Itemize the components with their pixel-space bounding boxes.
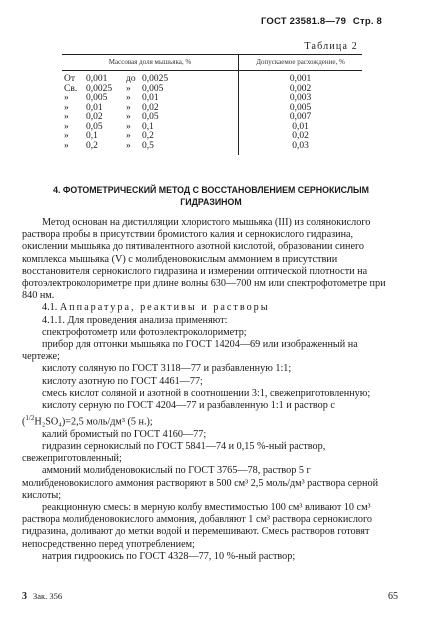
tolerance-value: 0,03 [292, 140, 309, 151]
range-to: 0,01 [142, 93, 159, 103]
list-item: спектрофотометр или фотоэлектроколориметр; [42, 326, 247, 338]
range-prefix: » [64, 93, 69, 103]
list-item: прибор для отгонки мышьяка по ГОСТ 14204—69 или изображенный на чертеже; [22, 339, 358, 363]
range-mid: » [126, 121, 131, 132]
section-heading-line1: 4. ФОТОМЕТРИЧЕСКИЙ МЕТОД С ВОССТАНОВЛЕНИЕМ СЕРНОКИСЛЫМ [53, 185, 369, 195]
subsection-title: Аппаратура, реактивы и растворы [59, 302, 270, 314]
section-heading-line2: ГИДРАЗИНОМ [180, 197, 242, 207]
tolerance-value: 0,02 [292, 131, 309, 141]
list-item: гидразин сернокислый по ГОСТ 5841—74 и 0,15 %-ный раствор, свежеприготовленный; [22, 441, 326, 465]
clause-4-1-1: 4.1.1. Для проведения анализа применяют: [42, 314, 228, 326]
tolerance-column [239, 71, 363, 156]
range-from: 0,1 [86, 131, 98, 141]
subsection-heading [22, 302, 398, 314]
fraction: 1/2 [25, 414, 35, 423]
list-item-text: )=2,5 моль/дм³ (5 н.); [61, 416, 153, 428]
list-item: натрия гидроокись по ГОСТ 4328—77, 10 %-ный раствор; [42, 550, 296, 562]
range-prefix: От [64, 74, 76, 84]
range-prefix: » [64, 112, 69, 122]
range-from: 0,2 [86, 140, 98, 151]
tolerance-value: 0,003 [289, 93, 312, 103]
page-number: 65 [388, 591, 398, 602]
range-to: 0,02 [142, 102, 159, 113]
range-prefix: » [64, 121, 69, 132]
range-from: 0,05 [86, 121, 103, 132]
tolerance-value: 0,01 [292, 121, 309, 132]
order-number: Зак. 356 [33, 591, 63, 601]
list-item: смесь кислот соляной и азотной в соотношении 3:1, свежеприготовленную; [42, 387, 371, 399]
range-mid: до [126, 74, 136, 84]
range-mid: » [126, 93, 131, 103]
range-from: 0,001 [86, 74, 108, 84]
chemical-formula: H₂SO₄ [34, 416, 62, 428]
range-to: 0,0025 [142, 74, 169, 84]
range-from: 0,01 [86, 102, 103, 113]
intro-paragraph: Метод основан на дистилляции хлористого мышьяка (III) из солянокислого раствора пробы в присутствии бромистого калия и сернокислого гидразина, окислении мышьяка до пятивалентного азотной кислотой, образовании синего комплекса мышьяка (V) с молибденовокислым аммонием в присутствии восстановителя сернокислого гидразина и измерении оптической плотности на фотоэлектроколориметре при длине волны 630—700 нм или спектрофотометре при 840 нм. [22, 217, 386, 302]
range-to: 0,1 [142, 121, 154, 132]
subsection-number: 4.1. [42, 302, 58, 314]
range-to: 0,05 [142, 112, 159, 122]
range-from: 0,02 [86, 112, 103, 122]
range-mid: » [126, 131, 131, 141]
list-item-text: кислоту серную по ГОСТ 4204—77 и разбавленную 1:1 и раствор с ( [22, 400, 335, 428]
list-item: аммоний молибденовокислый по ГОСТ 3765—78, раствор 5 г молибденовокислого аммония растворяют в 500 см³ 2,5 моль/дм³ раствора серной кислоты; [22, 465, 379, 501]
range-from: 0,005 [86, 93, 108, 103]
print-marks [22, 591, 62, 602]
sheet-mark: 3 [22, 591, 27, 602]
range-prefix: » [64, 140, 69, 151]
range-prefix: » [64, 102, 69, 113]
range-to: 0,2 [142, 131, 154, 141]
list-item: реакционную смесь: в мерную колбу вместимостью 100 см³ вливают 10 см³ раствора молибденовокислого аммония, добавляют 1 см³ раствора сернокислого гидразина, доливают до метки водой и перемешивают. Смесь растворов готовят непосредственно перед употреблением; [22, 502, 373, 550]
list-item: кислоту соляную по ГОСТ 3118—77 и разбавленную 1:1; [42, 363, 292, 375]
range-to: 0,005 [142, 83, 164, 94]
range-prefix: Св. [64, 83, 78, 94]
range-from: 0,0025 [86, 83, 113, 94]
range-column [62, 71, 239, 156]
column-header-tolerance: Допускаемое расхождение, % [239, 55, 363, 71]
range-prefix: » [64, 131, 69, 141]
page-label: Стр. 8 [352, 16, 382, 27]
tolerance-value: 0,002 [289, 83, 312, 94]
tolerance-value: 0,005 [289, 102, 312, 113]
range-mid: » [126, 102, 131, 113]
range-to: 0,5 [142, 140, 154, 151]
table-caption: Таблица 2 [304, 41, 358, 52]
tolerance-table [62, 54, 362, 155]
list-item: кислоту азотную по ГОСТ 4461—77; [42, 375, 203, 387]
column-header-mass-fraction: Массовая доля мышьяка, % [62, 55, 239, 71]
body-text [22, 217, 398, 563]
tolerance-value: 0,007 [289, 112, 312, 122]
range-mid: » [126, 112, 131, 122]
tolerance-value: 0,001 [289, 74, 312, 84]
standard-number: ГОСТ 23581.8—79 [260, 16, 347, 27]
list-item: калий бромистый по ГОСТ 4160—77; [42, 428, 207, 440]
range-row [64, 142, 238, 152]
running-header [261, 16, 382, 27]
section-heading [0, 184, 422, 208]
range-mid: » [126, 140, 131, 151]
list-item [22, 400, 398, 429]
range-mid: » [126, 83, 131, 94]
